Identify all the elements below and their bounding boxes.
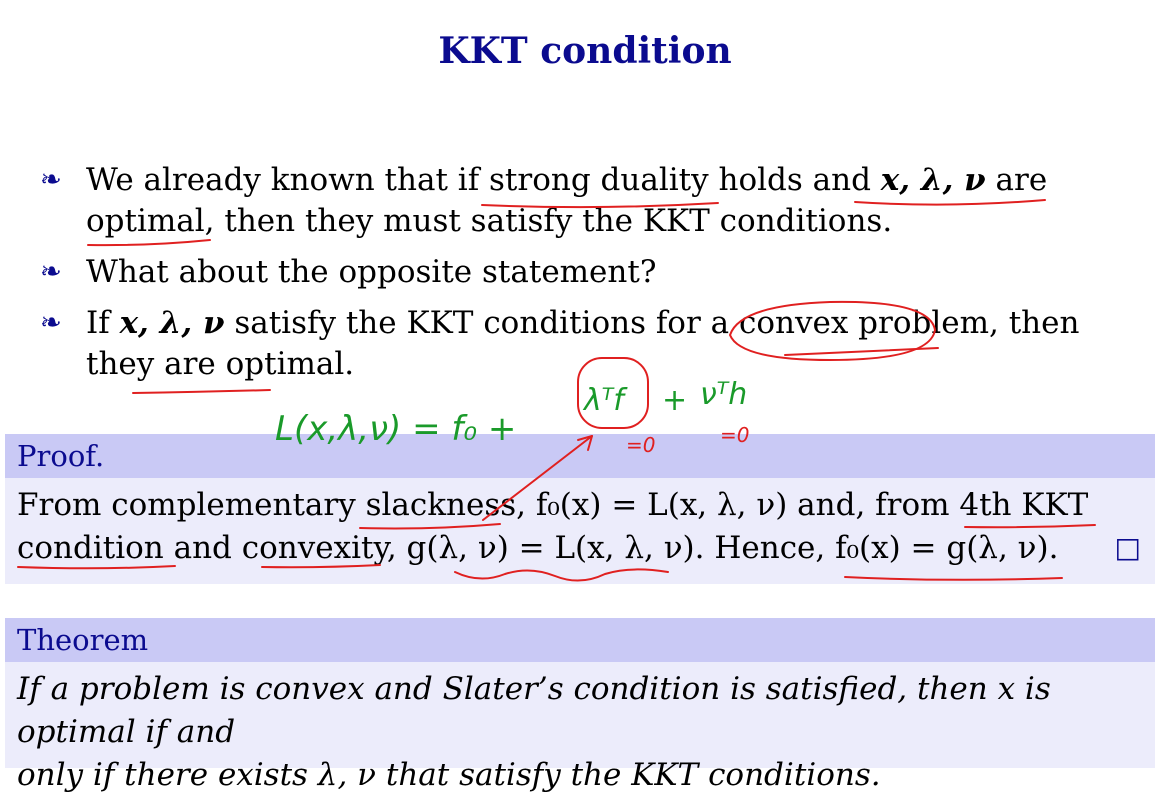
bullet-text-part: If	[86, 305, 120, 341]
red-underline	[965, 525, 1095, 527]
red-wavy-underline	[455, 569, 668, 580]
red-underline	[785, 348, 938, 355]
bullet-text-part: We already known that if strong duality holds and	[86, 162, 881, 198]
red-underline	[88, 240, 210, 245]
red-underline	[262, 565, 380, 567]
red-underline	[18, 566, 175, 568]
bullet-math: x, λ, ν	[119, 305, 225, 341]
proof-line: From complementary slackness, f₀(x) = L(x, λ, ν) and, from 4th KKT	[17, 487, 1089, 523]
red-underline	[482, 203, 718, 207]
red-zero-annotation: =0	[626, 433, 656, 457]
bullet-math: x, λ, ν	[880, 162, 986, 198]
red-underline	[133, 390, 270, 393]
green-nu-term-handwriting: νᵀh	[700, 377, 748, 412]
fleuron-bullet-icon: ❧	[40, 257, 62, 287]
green-lambda-term-handwriting: λᵀf	[584, 383, 624, 418]
proof-heading: Proof.	[5, 434, 1155, 478]
green-plus-handwriting: +	[662, 383, 688, 418]
green-lagrangian-handwriting: L(x,λ,ν) = f₀ +	[275, 409, 517, 449]
red-underline	[360, 524, 500, 529]
red-zero-annotation: =0	[720, 423, 750, 447]
bullet-text: What about the opposite statement?	[86, 254, 657, 290]
proof-line: condition and convexity, g(λ, ν) = L(x, λ, ν). Hence, f₀(x) = g(λ, ν).	[17, 530, 1059, 566]
fleuron-bullet-icon: ❧	[40, 165, 62, 195]
theorem-line: only if there exists λ, ν that satisfy the KKT conditions.	[17, 757, 881, 793]
bullet-text-part: satisfy the KKT conditions for a convex problem, then they are optimal.	[86, 305, 1080, 382]
qed-square-icon: □	[1114, 531, 1141, 564]
fleuron-bullet-icon: ❧	[40, 308, 62, 338]
slide-title: KKT condition	[438, 30, 732, 72]
red-circle	[730, 302, 935, 360]
theorem-heading: Theorem	[5, 618, 1155, 662]
red-underline	[845, 577, 1062, 580]
bullet-text-part: are optimal, then they must satisfy the KKT conditions.	[86, 162, 1048, 239]
theorem-line: If a problem is convex and Slater’s condition is satisfied, then x is optimal if and	[17, 671, 1051, 750]
red-underline	[855, 200, 1045, 205]
